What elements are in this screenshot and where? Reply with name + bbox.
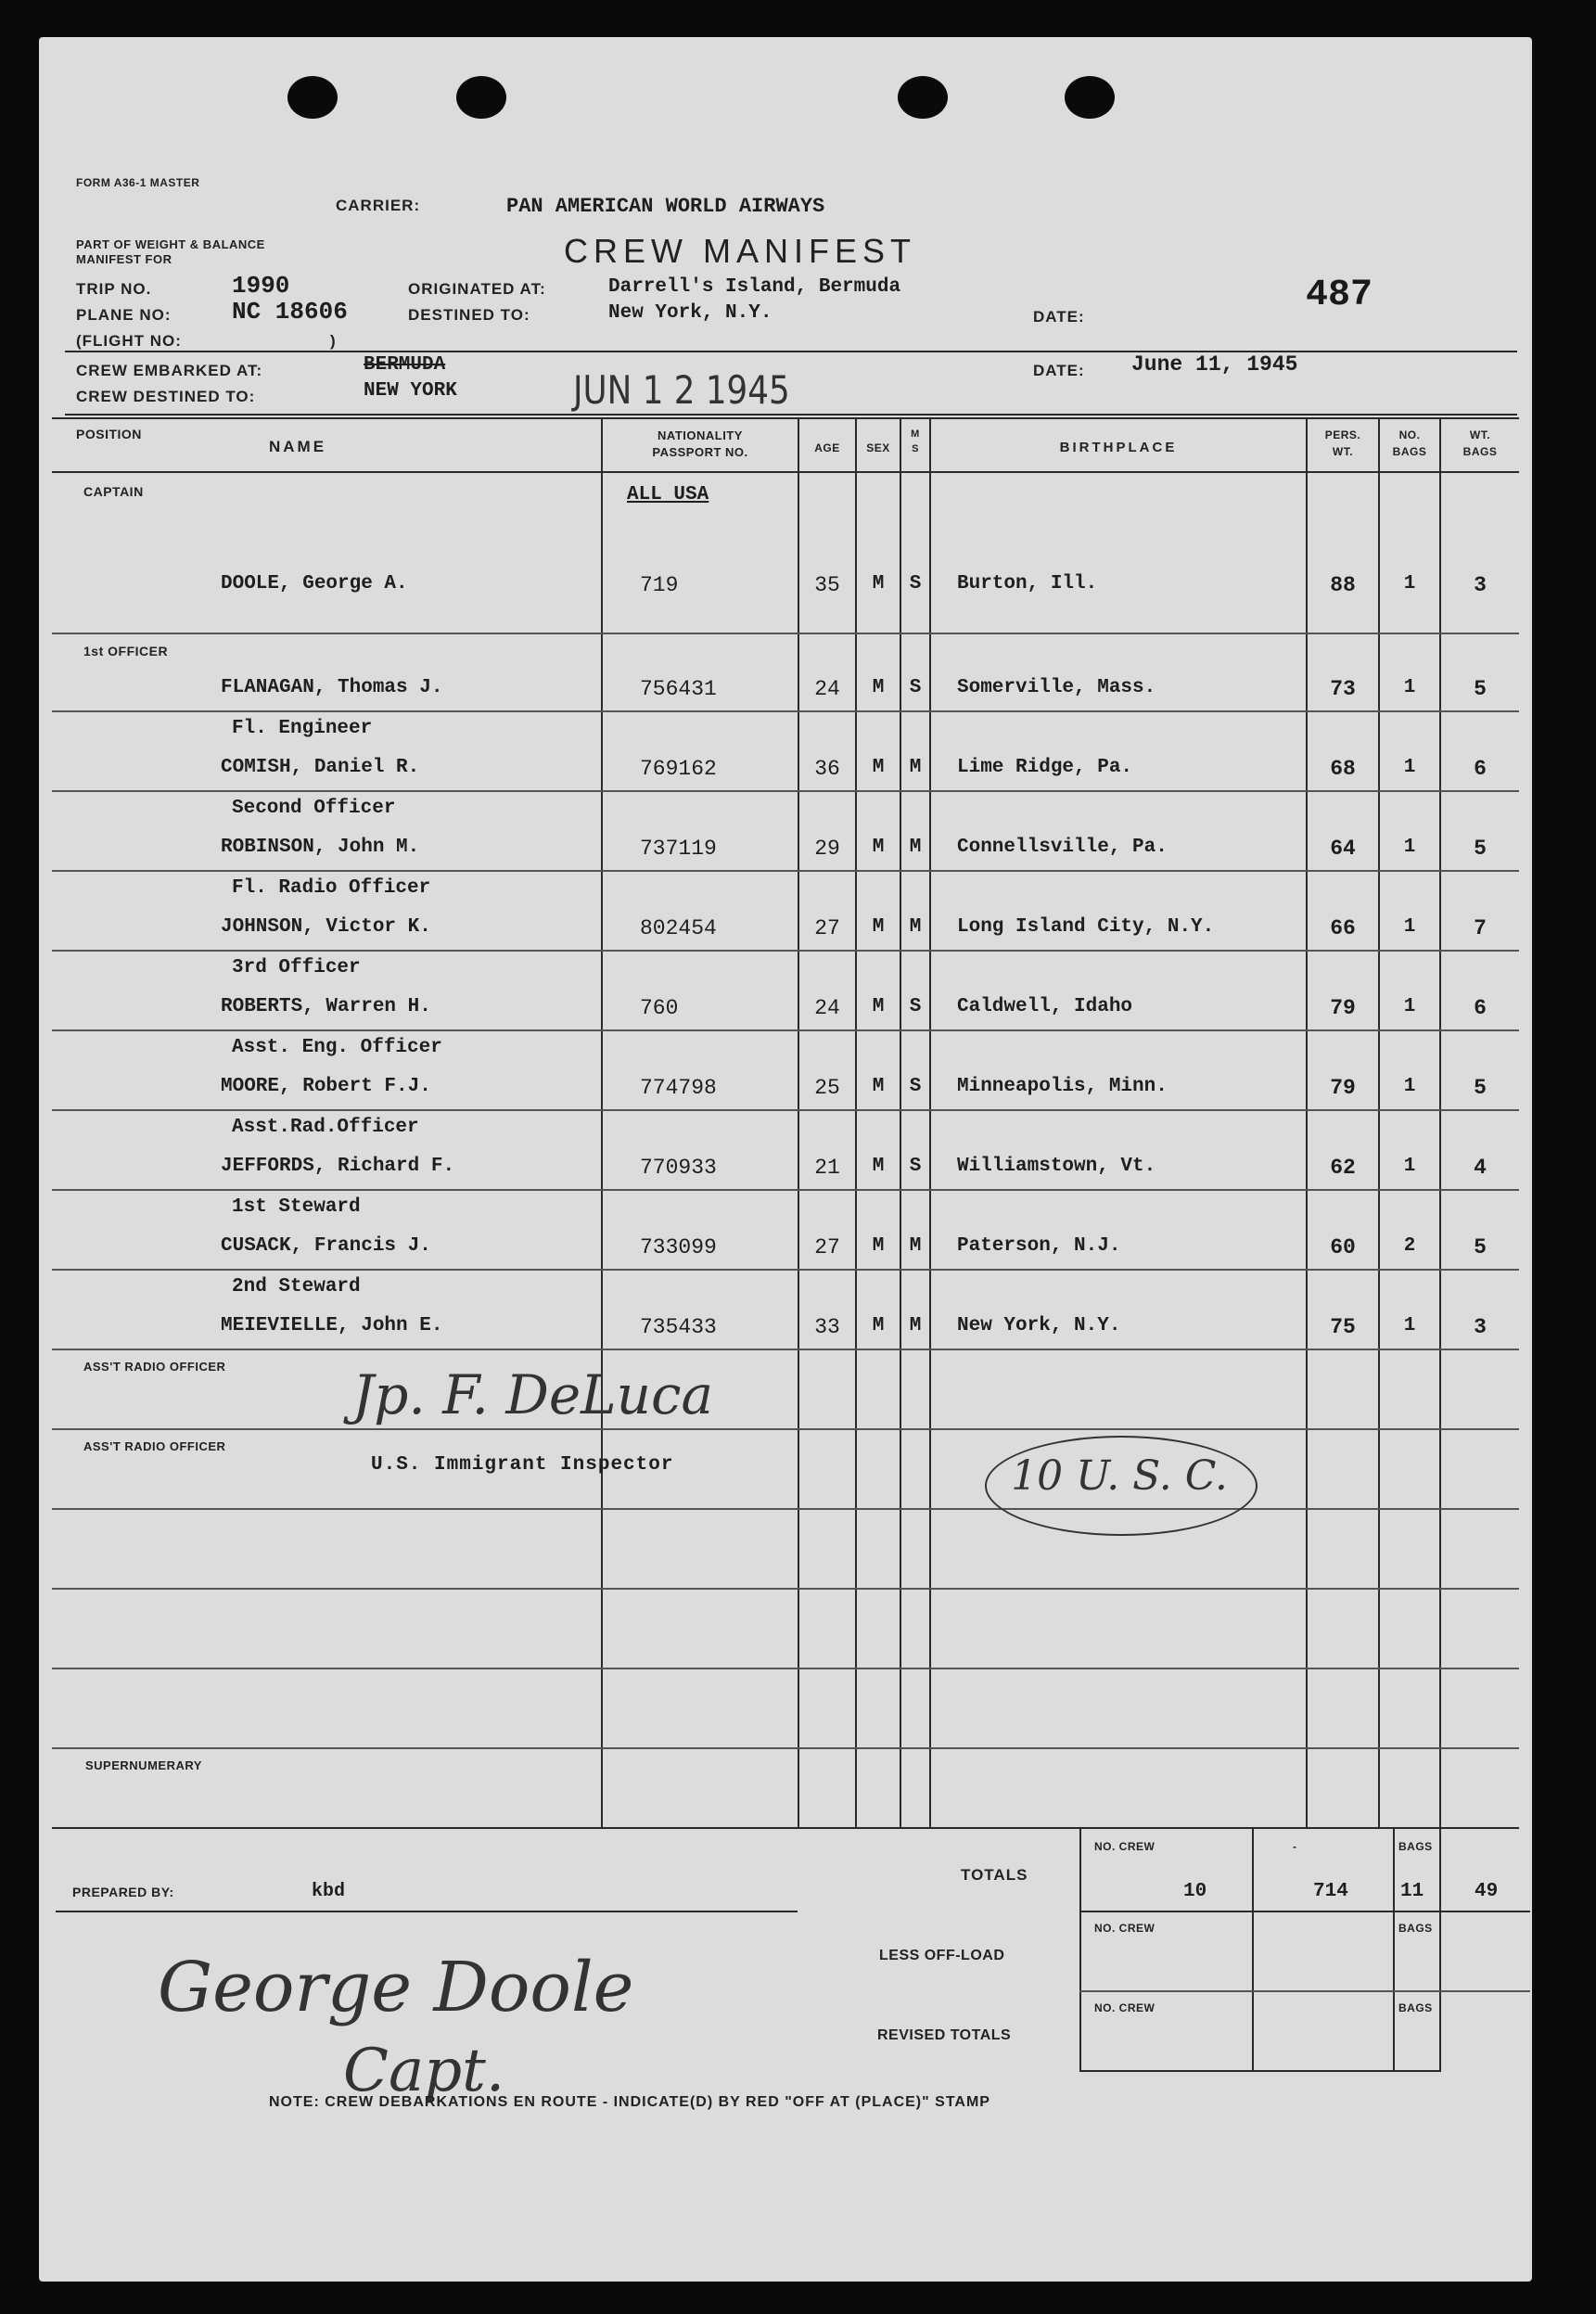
col-divider [900, 417, 901, 1827]
col-divider [855, 417, 857, 1827]
totals-label: TOTALS [961, 1866, 1028, 1884]
crew-marital-status: M [909, 1235, 922, 1257]
crew-passport: 756431 [640, 677, 717, 701]
crew-marital-status: S [909, 573, 922, 594]
supernumerary-label: SUPERNUMERARY [85, 1758, 202, 1772]
row-rule [52, 633, 1519, 634]
row-rule [52, 1189, 1519, 1191]
crew-pers-wt: 75 [1330, 1315, 1356, 1339]
crew-no-bags: 1 [1403, 996, 1416, 1017]
no-crew-label-revised: NO. CREW [1094, 2001, 1156, 2014]
crew-age: 27 [814, 1235, 840, 1259]
dash: - [1293, 1840, 1297, 1853]
crew-name: CUSACK, Francis J. [221, 1235, 431, 1257]
crew-marital-status: M [909, 1315, 922, 1336]
crew-age: 24 [814, 677, 840, 701]
crew-wt-bags: 7 [1474, 916, 1487, 940]
crew-destined-value: NEW YORK [364, 380, 457, 402]
form-id: FORM A36-1 MASTER [76, 176, 200, 189]
crew-no-bags: 1 [1403, 1156, 1416, 1177]
carrier-value: PAN AMERICAN WORLD AIRWAYS [506, 195, 825, 218]
crew-birthplace: Paterson, N.J. [957, 1235, 1121, 1257]
divider [65, 414, 1517, 415]
row-rule [52, 1747, 1519, 1749]
col-no-bags-2: BAGS [1392, 445, 1427, 458]
crew-pers-wt: 88 [1330, 573, 1356, 597]
crew-age: 25 [814, 1076, 840, 1100]
crew-no-bags: 1 [1403, 1076, 1416, 1097]
punch-hole [456, 76, 506, 119]
crew-age: 21 [814, 1156, 840, 1180]
crew-no-bags: 1 [1403, 916, 1416, 938]
crew-wt-bags: 5 [1474, 1076, 1487, 1100]
crew-age: 35 [814, 573, 840, 597]
crew-pers-wt: 68 [1330, 757, 1356, 781]
prepared-by-value: kbd [312, 1881, 346, 1902]
crew-sex: M [872, 757, 885, 778]
crew-position: Fl. Radio Officer [232, 877, 431, 899]
crew-sex: M [872, 1156, 885, 1177]
prepared-by-label: PREPARED BY: [72, 1885, 174, 1899]
col-passport: PASSPORT NO. [652, 445, 748, 459]
col-divider [601, 417, 603, 1827]
nationality-note: ALL USA [627, 484, 709, 505]
divider [65, 351, 1517, 352]
bags-label-offload: BAGS [1398, 1922, 1433, 1935]
row-rule [52, 1668, 1519, 1669]
asst-radio-officer-label-1: ASS'T RADIO OFFICER [83, 1360, 226, 1374]
crew-name: FLANAGAN, Thomas J. [221, 677, 443, 698]
crew-sex: M [872, 837, 885, 858]
table-bottom-rule [52, 1827, 1519, 1829]
crew-birthplace: Caldwell, Idaho [957, 996, 1133, 1017]
crew-age: 33 [814, 1315, 840, 1339]
asst-radio-officer-label-2: ASS'T RADIO OFFICER [83, 1439, 226, 1453]
crew-passport: 774798 [640, 1076, 717, 1100]
crew-birthplace: Somerville, Mass. [957, 677, 1156, 698]
crew-birthplace: Minneapolis, Minn. [957, 1076, 1168, 1097]
crew-birthplace: Long Island City, N.Y. [957, 916, 1215, 938]
crew-sex: M [872, 1235, 885, 1257]
crew-pers-wt: 60 [1330, 1235, 1356, 1259]
col-pers-wt-1: PERS. [1324, 428, 1361, 441]
punch-hole [898, 76, 948, 119]
totals-box-divider [1252, 1827, 1254, 2072]
col-wt-bags-1: WT. [1469, 428, 1491, 441]
punch-hole [287, 76, 338, 119]
totals-bags: 11 [1400, 1881, 1424, 1902]
crew-marital-status: S [909, 1076, 922, 1097]
row-rule [52, 1349, 1519, 1350]
crew-name: MEIEVIELLE, John E. [221, 1315, 443, 1336]
part-of-line-2: MANIFEST FOR [76, 252, 172, 266]
crew-birthplace: Lime Ridge, Pa. [957, 757, 1133, 778]
prepared-by-rule [56, 1911, 798, 1912]
totals-rule [1079, 2070, 1439, 2072]
crew-no-bags: 1 [1403, 837, 1416, 858]
col-pers-wt-2: WT. [1332, 445, 1354, 458]
crew-sex: M [872, 573, 885, 594]
col-sex: SEX [866, 441, 890, 454]
crew-passport: 769162 [640, 757, 717, 781]
bags-label-totals: BAGS [1398, 1840, 1433, 1853]
col-ms-2: S [912, 443, 919, 454]
crew-pers-wt: 64 [1330, 837, 1356, 861]
date2-label: DATE: [1033, 362, 1085, 379]
crew-name: DOOLE, George A. [221, 573, 408, 594]
crew-birthplace: Connellsville, Pa. [957, 837, 1168, 858]
plane-label: PLANE NO: [76, 306, 172, 324]
col-position: POSITION [76, 427, 142, 441]
crew-passport: 760 [640, 996, 679, 1020]
crew-wt-bags: 5 [1474, 1235, 1487, 1259]
crew-passport: 737119 [640, 837, 717, 861]
page-title: CREW MANIFEST [564, 232, 916, 270]
row-rule [52, 950, 1519, 952]
crew-name: ROBERTS, Warren H. [221, 996, 431, 1017]
date-label: DATE: [1033, 308, 1085, 326]
col-divider [929, 417, 931, 1827]
crew-no-bags: 2 [1403, 1235, 1416, 1257]
crew-sex: M [872, 1315, 885, 1336]
trip-label: TRIP NO. [76, 280, 152, 298]
crew-position: Fl. Engineer [232, 718, 373, 739]
crew-pers-wt: 79 [1330, 1076, 1356, 1100]
flight-label: (FLIGHT NO: [76, 332, 182, 350]
crew-passport: 719 [640, 573, 679, 597]
crew-marital-status: M [909, 757, 922, 778]
received-date-stamp: JUN 1 2 1945 [573, 367, 790, 413]
crew-name: ROBINSON, John M. [221, 837, 420, 858]
table-top-rule [52, 417, 1519, 419]
crew-position: 2nd Steward [232, 1276, 361, 1298]
crew-birthplace: Burton, Ill. [957, 573, 1098, 594]
col-divider [1378, 417, 1380, 1827]
crew-position: CAPTAIN [83, 484, 144, 499]
crew-position: Asst.Rad.Officer [232, 1117, 419, 1138]
bags-label-revised: BAGS [1398, 2001, 1433, 2014]
destined-value: New York, N.Y. [608, 302, 772, 324]
crew-no-bags: 1 [1403, 573, 1416, 594]
crew-position: 3rd Officer [232, 957, 361, 978]
plane-no: NC 18606 [232, 298, 348, 326]
row-rule [52, 1428, 1519, 1430]
crew-age: 36 [814, 757, 840, 781]
row-rule [52, 870, 1519, 872]
totals-crew: 10 [1183, 1881, 1207, 1902]
col-divider [1306, 417, 1308, 1827]
crew-no-bags: 1 [1403, 1315, 1416, 1336]
less-offload-label: LESS OFF-LOAD [879, 1948, 1005, 1963]
table-header-rule [52, 471, 1519, 473]
crew-wt-bags: 3 [1474, 1315, 1487, 1339]
punch-hole [1065, 76, 1115, 119]
totals-box-divider [1439, 1827, 1441, 2072]
crew-embarked-label: CREW EMBARKED AT: [76, 362, 263, 379]
totals-wt-bags: 49 [1475, 1881, 1499, 1902]
crew-name: JOHNSON, Victor K. [221, 916, 431, 938]
crew-wt-bags: 3 [1474, 573, 1487, 597]
crew-birthplace: New York, N.Y. [957, 1315, 1121, 1336]
crew-position: Asst. Eng. Officer [232, 1037, 442, 1058]
row-rule [52, 1109, 1519, 1111]
crew-passport: 733099 [640, 1235, 717, 1259]
col-divider [798, 417, 799, 1827]
crew-name: MOORE, Robert F.J. [221, 1076, 431, 1097]
crew-sex: M [872, 916, 885, 938]
crew-name: JEFFORDS, Richard F. [221, 1156, 455, 1177]
totals-rule [1079, 1911, 1530, 1912]
crew-sex: M [872, 677, 885, 698]
crew-wt-bags: 5 [1474, 677, 1487, 701]
totals-rule [1079, 1990, 1530, 1992]
col-age: AGE [814, 441, 840, 454]
originated-label: ORIGINATED AT: [408, 280, 546, 298]
crew-wt-bags: 6 [1474, 757, 1487, 781]
col-divider [1439, 417, 1441, 1827]
crew-pers-wt: 79 [1330, 996, 1356, 1020]
inspector-signature: Jp. F. DeLuca [352, 1363, 714, 1426]
crew-wt-bags: 5 [1474, 837, 1487, 861]
crew-no-bags: 1 [1403, 677, 1416, 698]
captain-title-signature: Capt. [343, 2037, 505, 2105]
crew-birthplace: Williamstown, Vt. [957, 1156, 1156, 1177]
crew-name: COMISH, Daniel R. [221, 757, 420, 778]
crew-no-bags: 1 [1403, 757, 1416, 778]
crew-marital-status: S [909, 1156, 922, 1177]
crew-age: 27 [814, 916, 840, 940]
part-of-line-1: PART OF WEIGHT & BALANCE [76, 237, 265, 251]
destined-label: DESTINED TO: [408, 306, 530, 324]
crew-wt-bags: 6 [1474, 996, 1487, 1020]
crew-marital-status: M [909, 837, 922, 858]
crew-passport: 735433 [640, 1315, 717, 1339]
crew-position: 1st OFFICER [83, 644, 169, 658]
date2-value: June 11, 1945 [1131, 352, 1298, 377]
crew-age: 24 [814, 996, 840, 1020]
crew-position: Second Officer [232, 798, 396, 819]
crew-passport: 770933 [640, 1156, 717, 1180]
inspector-title: U.S. Immigrant Inspector [371, 1454, 674, 1476]
no-crew-label-totals: NO. CREW [1094, 1840, 1156, 1853]
page-number: 487 [1306, 275, 1373, 316]
crew-sex: M [872, 1076, 885, 1097]
crew-wt-bags: 4 [1474, 1156, 1487, 1180]
col-name: NAME [269, 438, 327, 455]
totals-box-left [1079, 1827, 1081, 2072]
crew-pers-wt: 62 [1330, 1156, 1356, 1180]
crew-passport: 802454 [640, 916, 717, 940]
carrier-label: CARRIER: [336, 197, 421, 214]
col-birthplace: BIRTHPLACE [1059, 440, 1178, 455]
circled-note: 10 U. S. C. [1011, 1452, 1228, 1500]
col-wt-bags-2: BAGS [1462, 445, 1498, 458]
row-rule [52, 710, 1519, 712]
totals-box-divider [1393, 1827, 1395, 2072]
captain-signature: George Doole [158, 1948, 634, 2027]
flight-close: ) [330, 332, 337, 350]
crew-sex: M [872, 996, 885, 1017]
crew-marital-status: S [909, 677, 922, 698]
col-ms-1: M [911, 428, 920, 440]
row-rule [52, 1029, 1519, 1031]
footer-note: NOTE: CREW DEBARKATIONS EN ROUTE - INDICATE(D) BY RED "OFF AT (PLACE)" STAMP [269, 2094, 990, 2110]
originated-value: Darrell's Island, Bermuda [608, 276, 901, 298]
crew-pers-wt: 66 [1330, 916, 1356, 940]
row-rule [52, 1508, 1519, 1510]
row-rule [52, 1269, 1519, 1271]
crew-marital-status: M [909, 916, 922, 938]
row-rule [52, 790, 1519, 792]
crew-age: 29 [814, 837, 840, 861]
totals-weight: 714 [1313, 1881, 1348, 1902]
crew-marital-status: S [909, 996, 922, 1017]
crew-destined-label: CREW DESTINED TO: [76, 388, 256, 405]
no-crew-label-offload: NO. CREW [1094, 1922, 1156, 1935]
row-rule [52, 1588, 1519, 1590]
revised-totals-label: REVISED TOTALS [877, 2027, 1012, 2043]
crew-pers-wt: 73 [1330, 677, 1356, 701]
crew-embarked-value: BERMUDA [364, 354, 446, 376]
crew-position: 1st Steward [232, 1196, 361, 1218]
col-nationality: NATIONALITY [658, 428, 743, 442]
col-no-bags-1: NO. [1398, 428, 1421, 441]
trip-no: 1990 [232, 272, 290, 300]
